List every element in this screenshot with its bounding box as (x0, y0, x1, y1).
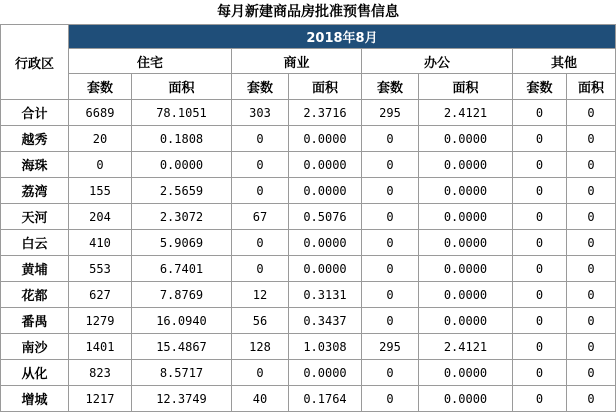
cell: 0 (362, 386, 419, 412)
other-area-header: 面积 (567, 74, 616, 100)
cell: 627 (69, 282, 132, 308)
district-name: 海珠 (1, 152, 69, 178)
commercial-area-header: 面积 (289, 74, 362, 100)
cell: 0 (362, 360, 419, 386)
cell: 0 (232, 360, 289, 386)
cell: 0 (567, 100, 616, 126)
cell: 0 (69, 152, 132, 178)
cell: 0 (567, 308, 616, 334)
cell: 56 (232, 308, 289, 334)
cell: 0 (362, 308, 419, 334)
presale-table (0, 24, 616, 412)
cell: 0 (362, 152, 419, 178)
cell: 410 (69, 230, 132, 256)
cell: 12 (232, 282, 289, 308)
cell: 204 (69, 204, 132, 230)
cell: 0 (567, 178, 616, 204)
cell: 0 (513, 308, 567, 334)
cell: 0.0000 (419, 282, 513, 308)
cell: 1401 (69, 334, 132, 360)
cell: 0.0000 (289, 256, 362, 282)
cell: 8.5717 (132, 360, 232, 386)
cell: 823 (69, 360, 132, 386)
cell: 0 (362, 126, 419, 152)
cell: 2.3072 (132, 204, 232, 230)
table-row (1, 100, 616, 126)
district-name: 从化 (1, 360, 69, 386)
cell: 0 (362, 230, 419, 256)
cell: 128 (232, 334, 289, 360)
cell: 0.0000 (419, 178, 513, 204)
cell: 0 (513, 100, 567, 126)
cell: 2.5659 (132, 178, 232, 204)
other-units-header: 套数 (513, 74, 567, 100)
table-row (1, 386, 616, 412)
office-units-header: 套数 (362, 74, 419, 100)
district-name: 黄埔 (1, 256, 69, 282)
district-name: 番禺 (1, 308, 69, 334)
cell: 0 (567, 152, 616, 178)
cell: 0 (567, 334, 616, 360)
month-header: 2018年8月 (69, 25, 616, 49)
cell: 0 (567, 204, 616, 230)
cell: 0.0000 (289, 178, 362, 204)
cell: 0.3437 (289, 308, 362, 334)
header-row-groups (1, 49, 616, 74)
cell: 303 (232, 100, 289, 126)
cell: 6.7401 (132, 256, 232, 282)
residential-area-header: 面积 (132, 74, 232, 100)
table-row (1, 334, 616, 360)
cell: 0.1764 (289, 386, 362, 412)
cell: 1217 (69, 386, 132, 412)
cell: 67 (232, 204, 289, 230)
cell: 0 (567, 126, 616, 152)
cell: 0.0000 (289, 360, 362, 386)
cell: 2.3716 (289, 100, 362, 126)
cell: 0 (232, 256, 289, 282)
cell: 0 (513, 360, 567, 386)
cell: 40 (232, 386, 289, 412)
cell: 0 (513, 126, 567, 152)
cell: 0.0000 (419, 230, 513, 256)
district-name: 花都 (1, 282, 69, 308)
district-name: 合计 (1, 100, 69, 126)
group-header-residential: 住宅 (69, 49, 232, 74)
cell: 0 (513, 282, 567, 308)
cell: 0 (362, 282, 419, 308)
cell: 16.0940 (132, 308, 232, 334)
cell: 295 (362, 100, 419, 126)
district-name: 越秀 (1, 126, 69, 152)
cell: 0 (362, 256, 419, 282)
table-row (1, 178, 616, 204)
cell: 0 (362, 204, 419, 230)
cell: 15.4867 (132, 334, 232, 360)
cell: 0.0000 (419, 308, 513, 334)
cell: 0.0000 (419, 256, 513, 282)
district-name: 南沙 (1, 334, 69, 360)
cell: 0.3131 (289, 282, 362, 308)
cell: 20 (69, 126, 132, 152)
page-title: 每月新建商品房批准预售信息 (217, 4, 399, 20)
cell: 0 (513, 386, 567, 412)
cell: 0 (567, 282, 616, 308)
table-row (1, 308, 616, 334)
cell: 0 (513, 152, 567, 178)
cell: 1279 (69, 308, 132, 334)
header-row-metrics (1, 74, 616, 100)
cell: 0 (567, 230, 616, 256)
cell: 0 (362, 178, 419, 204)
district-name: 天河 (1, 204, 69, 230)
table-row (1, 152, 616, 178)
table-row (1, 282, 616, 308)
cell: 0.0000 (419, 204, 513, 230)
cell: 0 (513, 204, 567, 230)
cell: 0.0000 (419, 360, 513, 386)
commercial-units-header: 套数 (232, 74, 289, 100)
cell: 0.1808 (132, 126, 232, 152)
office-area-header: 面积 (419, 74, 513, 100)
district-name: 白云 (1, 230, 69, 256)
cell: 0 (513, 256, 567, 282)
table-row (1, 360, 616, 386)
table-row (1, 204, 616, 230)
district-name: 增城 (1, 386, 69, 412)
cell: 5.9069 (132, 230, 232, 256)
cell: 0.0000 (419, 126, 513, 152)
cell: 0 (232, 178, 289, 204)
cell: 1.0308 (289, 334, 362, 360)
cell: 78.1051 (132, 100, 232, 126)
header-row-month (1, 25, 616, 49)
cell: 155 (69, 178, 132, 204)
district-name: 荔湾 (1, 178, 69, 204)
cell: 2.4121 (419, 334, 513, 360)
cell: 2.4121 (419, 100, 513, 126)
cell: 0.0000 (289, 230, 362, 256)
group-header-office: 办公 (362, 49, 513, 74)
district-header: 行政区 (1, 25, 69, 100)
cell: 0.0000 (132, 152, 232, 178)
cell: 0 (513, 178, 567, 204)
cell: 12.3749 (132, 386, 232, 412)
cell: 7.8769 (132, 282, 232, 308)
cell: 0 (232, 152, 289, 178)
cell: 0.0000 (419, 152, 513, 178)
cell: 0 (232, 126, 289, 152)
cell: 0 (232, 230, 289, 256)
table-row (1, 230, 616, 256)
group-header-commercial: 商业 (232, 49, 362, 74)
cell: 0 (567, 360, 616, 386)
cell: 6689 (69, 100, 132, 126)
table-row (1, 126, 616, 152)
cell: 0 (567, 256, 616, 282)
cell: 295 (362, 334, 419, 360)
cell: 0.0000 (419, 386, 513, 412)
table-row (1, 256, 616, 282)
residential-units-header: 套数 (69, 74, 132, 100)
cell: 0 (567, 386, 616, 412)
cell: 0.5076 (289, 204, 362, 230)
cell: 0 (513, 230, 567, 256)
group-header-other: 其他 (513, 49, 616, 74)
cell: 0.0000 (289, 126, 362, 152)
cell: 553 (69, 256, 132, 282)
cell: 0 (513, 334, 567, 360)
cell: 0.0000 (289, 152, 362, 178)
